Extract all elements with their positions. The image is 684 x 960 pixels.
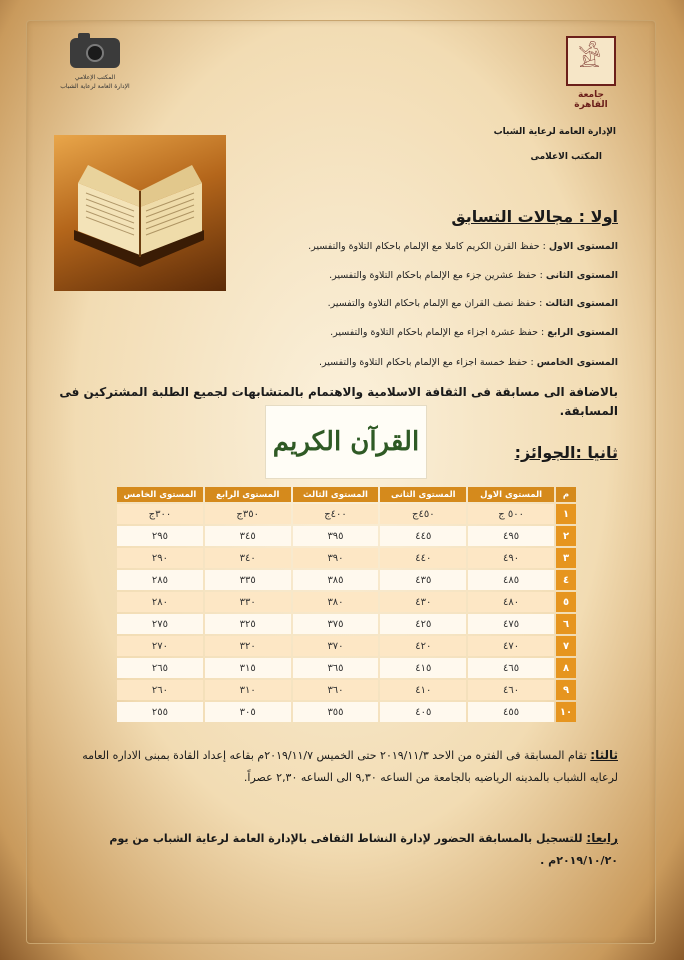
prize-cell: ٣٢٥ (205, 614, 291, 634)
row-number: ٨ (556, 658, 576, 678)
row-number: ٣ (556, 548, 576, 568)
row-number: ١٠ (556, 702, 576, 722)
prize-cell: ٤٢٠ (380, 636, 466, 656)
prize-cell: ٤١٥ (380, 658, 466, 678)
prize-cell: ٤٠٥ (380, 702, 466, 722)
prize-cell: ٥٠٠ ج (468, 504, 554, 524)
prize-cell: ٢٨٠ (117, 592, 203, 612)
prize-cell: ٣٠٠ج (117, 504, 203, 524)
prize-cell: ٣٨٠ (293, 592, 379, 612)
prize-cell: ٣٣٠ (205, 592, 291, 612)
section2-title: ثانيا :الجوائز: (514, 443, 618, 462)
row-number: ٢ (556, 526, 576, 546)
level-3: المستوى الثالث : حفظ نصف القران مع الإلمام باحكام التلاوة والتفسير. (327, 298, 618, 309)
prize-cell: ٣٠٥ (205, 702, 291, 722)
table-row (117, 702, 576, 722)
table-row (117, 570, 576, 590)
col-header: المستوى الخامس (117, 487, 203, 502)
section1-title: اولا : مجالات التسابق (451, 207, 618, 226)
prize-cell: ٣٥٠ج (205, 504, 291, 524)
dept-name: الإدارة العامة لرعاية الشباب (493, 127, 616, 137)
prize-cell: ٤٤٠ (380, 548, 466, 568)
prize-cell: ٣٩٥ (293, 526, 379, 546)
section4-paragraph: رابعا: للتسجيل بالمسابقة الحضور لإدارة النشاط الثقافى بالإدارة العامة لرعاية الشباب من يوم ٢٠١٩/١٠/٢٠م . (109, 831, 618, 867)
row-number: ٦ (556, 614, 576, 634)
prize-cell: ٣٢٠ (205, 636, 291, 656)
prizes-table (115, 485, 578, 724)
seal-icon: 𓀀 (566, 36, 616, 86)
prize-cell: ٤٥٥ (468, 702, 554, 722)
prize-cell: ٤٣٠ (380, 592, 466, 612)
prize-cell: ٣١٥ (205, 658, 291, 678)
level-4: المستوى الرابع : حفظ عشرة اجزاء مع الإلمام باحكام التلاوة والتفسير. (330, 327, 618, 338)
prize-cell: ٣٣٥ (205, 570, 291, 590)
prize-cell: ٤٨٠ (468, 592, 554, 612)
prize-cell: ٤٩٥ (468, 526, 554, 546)
table-row (117, 636, 576, 656)
table-row (117, 526, 576, 546)
col-header: م (556, 487, 576, 502)
table-row (117, 614, 576, 634)
prize-cell: ٤٥٠ج (380, 504, 466, 524)
row-number: ٧ (556, 636, 576, 656)
table-header-row (117, 487, 576, 502)
camera-icon (70, 38, 120, 68)
prize-cell: ٤٣٥ (380, 570, 466, 590)
office-name: المكتب الاعلامى (530, 152, 602, 162)
prize-cell: ٣٧٥ (293, 614, 379, 634)
level-2: المستوى الثانى : حفظ عشرين جزء مع الإلمام باحكام التلاوة والتفسير. (329, 270, 618, 281)
prize-cell: ٣٩٠ (293, 548, 379, 568)
quran-book-image (54, 135, 226, 291)
prize-cell: ٢٦٠ (117, 680, 203, 700)
prize-cell: ٣٤٥ (205, 526, 291, 546)
prize-cell: ٢٦٥ (117, 658, 203, 678)
prize-cell: ٣٦٥ (293, 658, 379, 678)
prize-cell: ٤٢٥ (380, 614, 466, 634)
prize-cell: ٤٧٥ (468, 614, 554, 634)
row-number: ٩ (556, 680, 576, 700)
section3-paragraph: ثالثا: تقام المسابقة فى الفتره من الاحد ٢٠١٩/١١/٣ حتى الخميس ٢٠١٩/١١/٧م بقاعه إعداد القادة بمبنى الاداره العامه لرعايه الشباب بالمدينه الرياضيه بالجامعة من الساعه ٩,٣٠ الى الساعه ٢,٣٠ عصراً. (82, 748, 618, 784)
prize-cell: ٣٨٥ (293, 570, 379, 590)
prize-cell: ٤٨٥ (468, 570, 554, 590)
prize-cell: ٢٥٥ (117, 702, 203, 722)
prize-cell: ٣٤٠ (205, 548, 291, 568)
university-seal (560, 36, 622, 110)
row-number: ١ (556, 504, 576, 524)
table-row (117, 504, 576, 524)
prize-cell: ٤٠٠ج (293, 504, 379, 524)
media-office-logo (60, 38, 130, 91)
table-row (117, 658, 576, 678)
table-row (117, 592, 576, 612)
col-header: المستوى الاول (468, 487, 554, 502)
prize-cell: ٤٩٠ (468, 548, 554, 568)
prize-cell: ٢٧٥ (117, 614, 203, 634)
quran-calligraphy: القرآن الكريم (265, 405, 427, 479)
extra-competition-note: بالاضافة الى مسابقة فى الثقافة الاسلامية والاهتمام بالمتشابهات لجميع الطلبة المشتركين فى المسابقة. (59, 385, 618, 418)
prize-cell: ٢٩٥ (117, 526, 203, 546)
prize-cell: ٣٥٥ (293, 702, 379, 722)
prize-cell: ٢٧٠ (117, 636, 203, 656)
prize-cell: ٣٧٠ (293, 636, 379, 656)
prize-cell: ٤٦٥ (468, 658, 554, 678)
logo-left-line2: الإدارة العامة لرعاية الشباب (60, 83, 130, 90)
prize-cell: ٤١٠ (380, 680, 466, 700)
prize-cell: ٤٧٠ (468, 636, 554, 656)
col-header: المستوى الثالث (293, 487, 379, 502)
prize-cell: ٤٤٥ (380, 526, 466, 546)
row-number: ٤ (556, 570, 576, 590)
level-1: المستوى الاول : حفظ القرن الكريم كاملا مع الإلمام باحكام التلاوة والتفسير. (308, 241, 618, 252)
table-row (117, 680, 576, 700)
table-row (117, 548, 576, 568)
level-5: المستوى الخامس : حفظ خمسة اجزاء مع الإلمام باحكام التلاوة والتفسير. (319, 357, 618, 368)
prize-cell: ٢٨٥ (117, 570, 203, 590)
logo-left-line1: المكتب الإعلامي (74, 74, 116, 81)
seal-text: جامعة القاهرة (574, 90, 608, 110)
prize-cell: ٣٦٠ (293, 680, 379, 700)
prize-cell: ٤٦٠ (468, 680, 554, 700)
col-header: المستوى الثانى (380, 487, 466, 502)
prize-cell: ٣١٠ (205, 680, 291, 700)
prize-cell: ٢٩٠ (117, 548, 203, 568)
row-number: ٥ (556, 592, 576, 612)
col-header: المستوى الرابع (205, 487, 291, 502)
